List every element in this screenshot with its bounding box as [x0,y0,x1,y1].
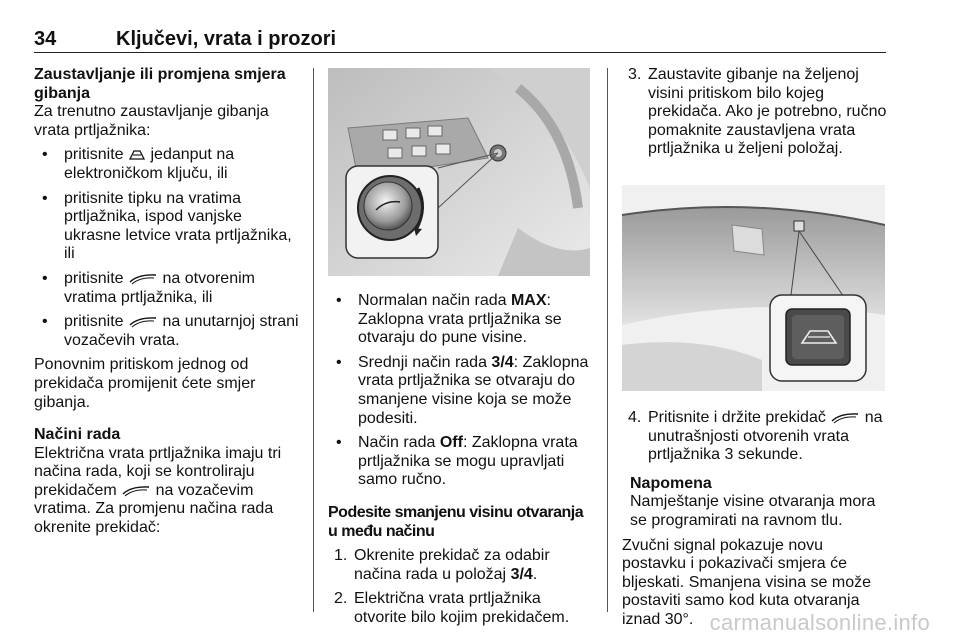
column-1 [34,66,302,538]
bullet-item: • pritisnite jedanput na elektroničkom ključu, ili [34,146,302,183]
section-heading-reduced-height: Podesite smanjenu visinu otvaranja u među načinu [328,503,584,540]
tailgate-switch-icon [121,484,151,498]
step-item: 4. Pritisnite i držite prekidač na unutrašnjosti otvorenih vrata prtljažnika 3 sekunde. [628,408,883,464]
note-text: Namještanje visine otvaranja mora se programirati na ravnom tlu. [630,493,876,529]
paragraph: Ponovnim pritiskom jednog od prekidača promijenit ćete smjer gibanja. [34,356,256,411]
header-rule [34,52,886,53]
step-item: 2. Električna vrata prtljažnika otvorite bilo kojim prekidačem. [334,590,570,626]
tailgate-switch-icon [128,272,158,286]
bullet-item-off: • Način rada Off: Zaklopna vrata prtljažnika se mogu upravljati samo ručno. [328,434,596,490]
column-divider-1 [313,68,314,612]
bullet-item: • pritisnite na unutarnjoj strani vozačevih vrata. [34,313,302,350]
note-box [622,475,890,531]
page-header [34,28,886,52]
bullet-item-three-quarter: • Srednji način rada 3/4: Zaklopna vrata prtljažnika se otvaraju do smanjene visine koja se može podesiti. [328,354,596,428]
mode-switch-illustration [328,68,590,276]
step-item: 1. Okrenite prekidač za odabir načina rada u položaj 3/4. [334,547,550,583]
watermark: carmanualsonline.info [709,610,930,635]
paragraph: Zvučni signal pokazuje novu postavku i pokazivači smjera će bljeskati. Smanjena visina se može postaviti samo kod kuta otvaranja iznad 30°. [622,536,872,628]
chapter-title: Ključevi, vrata i prozori [116,28,337,50]
section-heading-stop: Zaustavljanje ili promjena smjera gibanja [34,66,286,102]
step-item: 3. Zaustavite gibanje na željenoj visini pritiskom bilo kojeg prekidača. Ako je potrebno, ručno pomaknite zaustavljena vrata prtljažnika u željeni položaj. [628,66,887,158]
tailgate-switch-icon [830,411,860,425]
page-number: 34 [34,28,57,50]
bullet-item-max: • Normalan način rada MAX: Zaklopna vrata prtljažnika se otvaraju do pune visine. [328,292,596,348]
bullet-item: • pritisnite na otvorenim vratima prtljažnika, ili [34,270,302,307]
column-2 [328,68,596,628]
note-title: Napomena [630,474,712,492]
bullet-item: • pritisnite tipku na vratima prtljažnika, ispod vanjske ukrasne letvice vrata prtljažnika, ili [34,190,302,264]
column-divider-2 [607,68,608,612]
tailgate-interior-drawing [622,185,885,391]
intro-text: Za trenutno zaustavljanje gibanja vrata prtljažnika: [34,103,269,139]
section-heading-modes: Načini rada [34,426,121,444]
door-panel-drawing [328,68,590,276]
paragraph: Električna vrata prtljažnika imaju tri načina rada, koji se kontroliraju prekidačem na vozačevim vratima. Za promjenu načina rada okrenite prekidač: [34,444,282,537]
tailgate-button-illustration [622,185,885,391]
tailgate-key-icon [128,148,146,162]
column-3 [622,66,890,630]
tailgate-switch-icon [128,315,158,329]
